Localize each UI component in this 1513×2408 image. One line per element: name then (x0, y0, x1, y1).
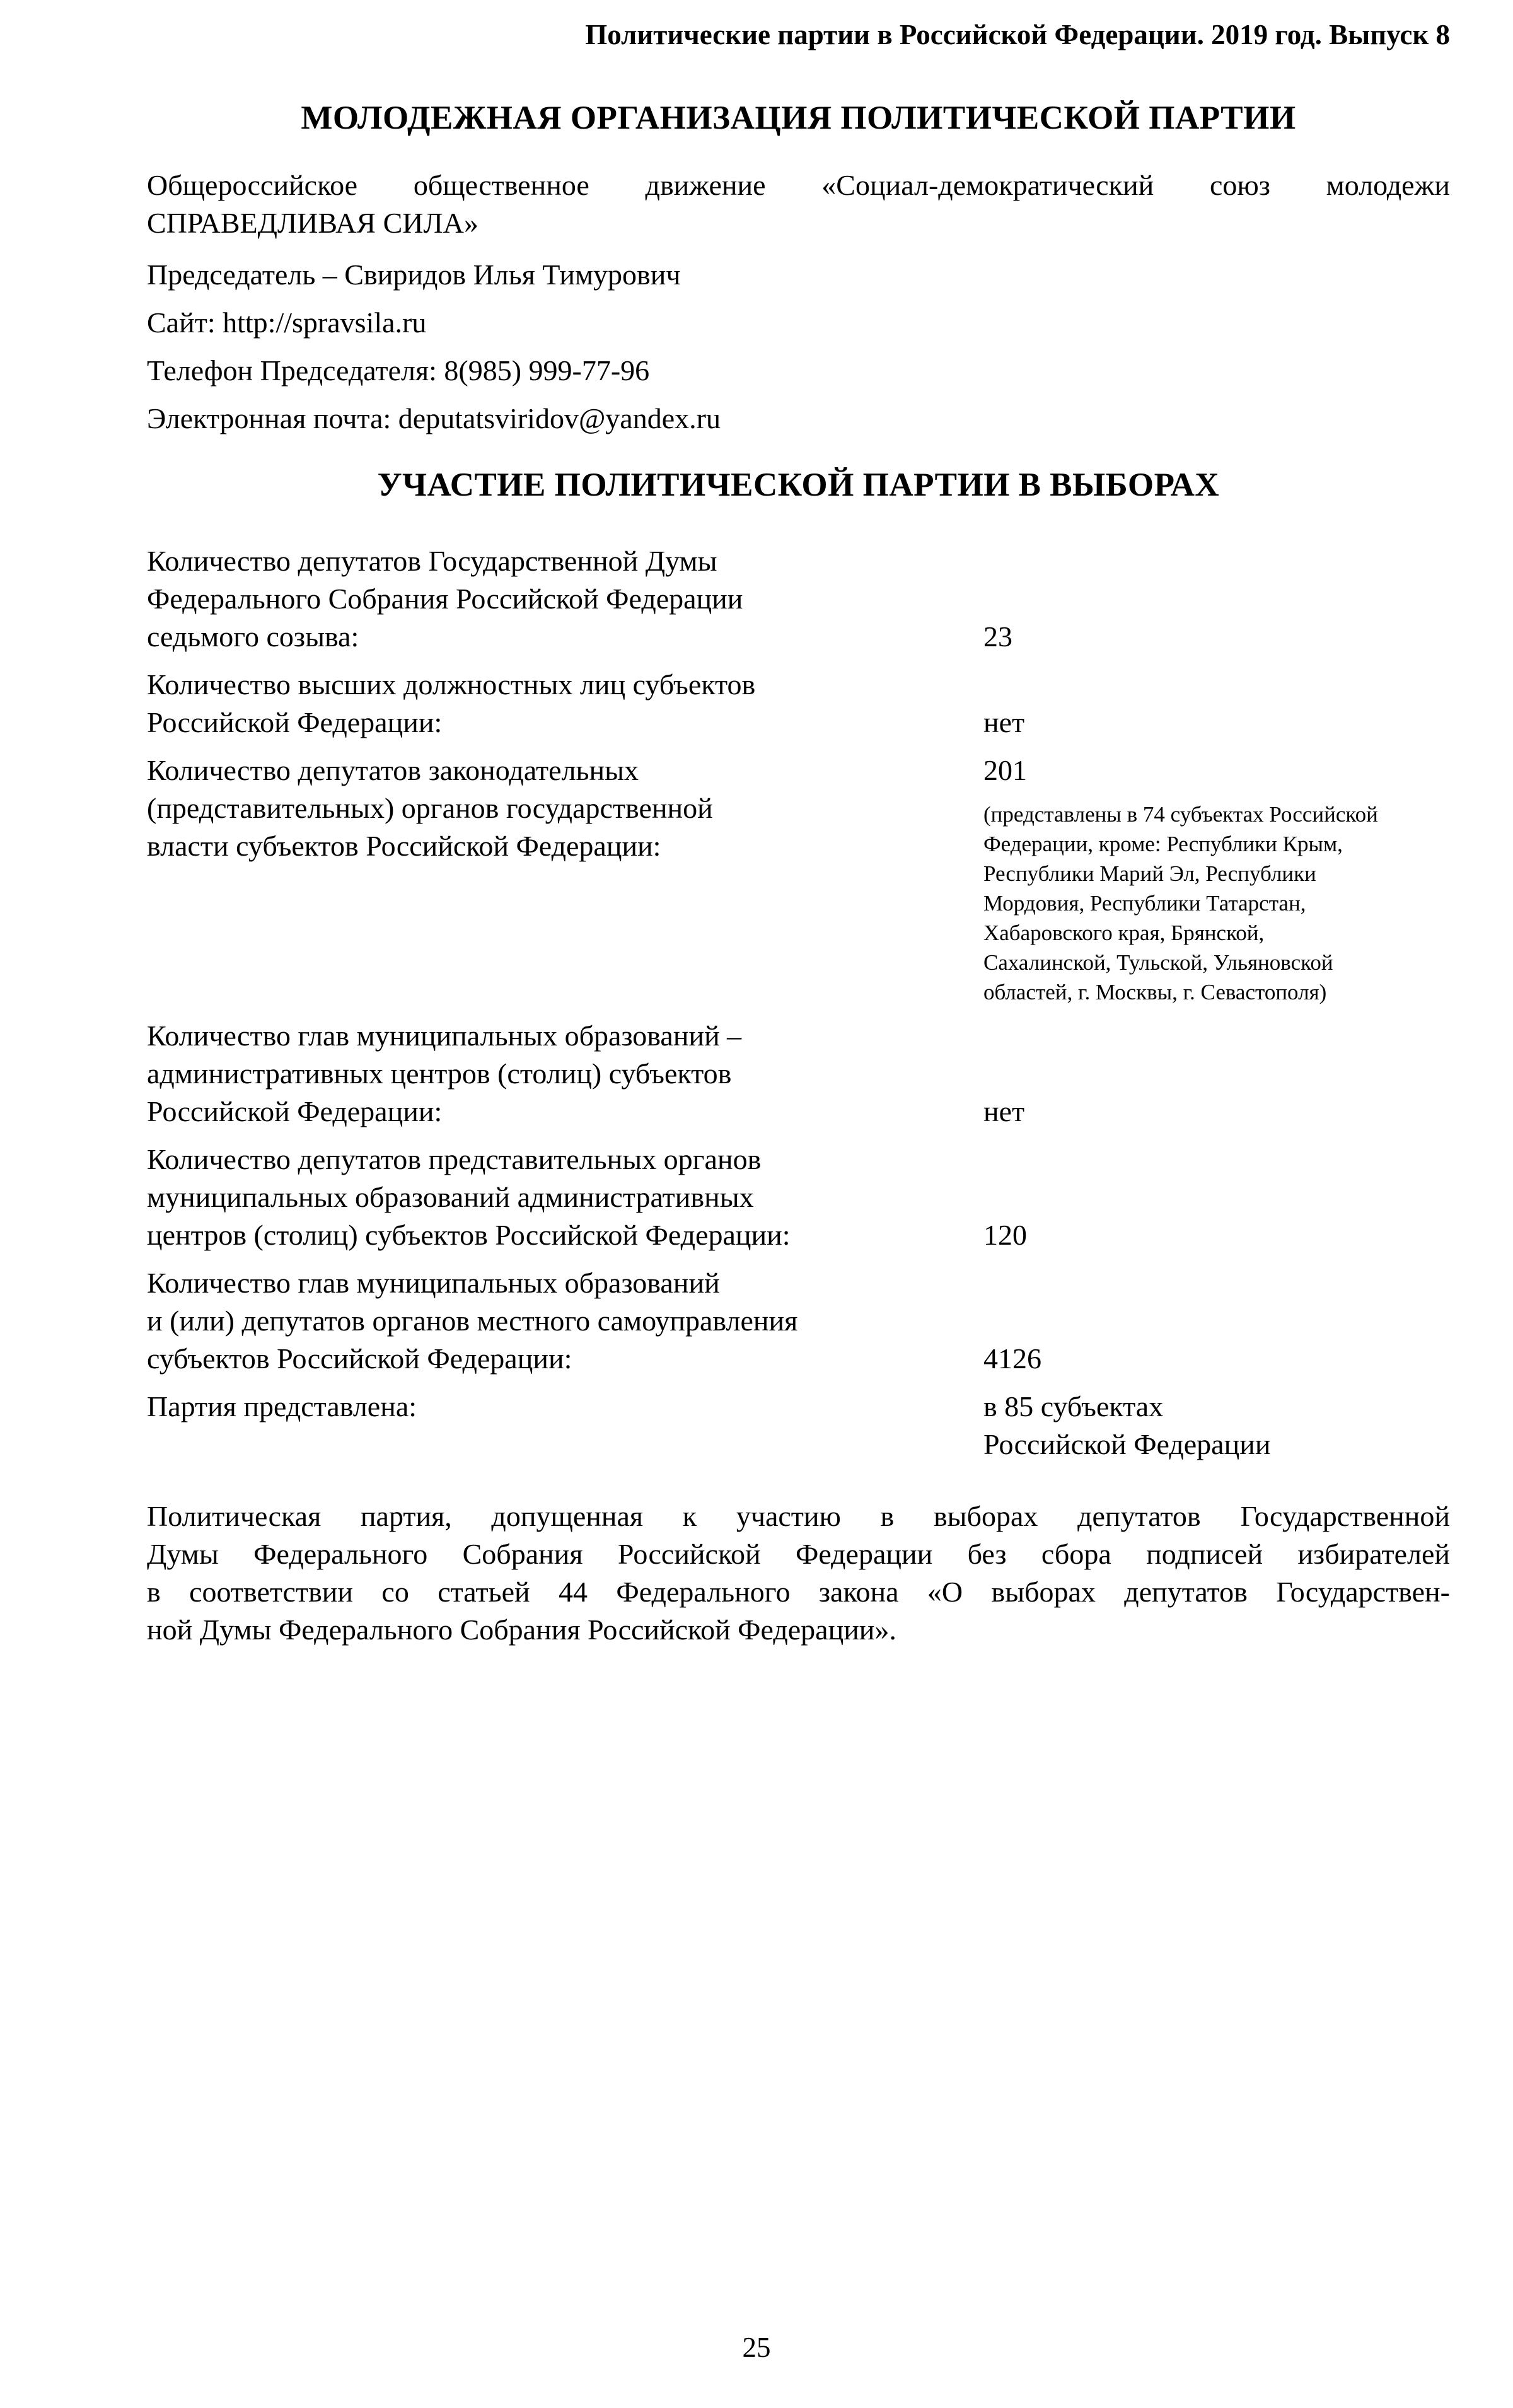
elections-section-title: УЧАСТИЕ ПОЛИТИЧЕСКОЙ ПАРТИИ В ВЫБОРАХ (377, 467, 1220, 503)
website-line: Сайт: http://spravsila.ru (147, 306, 427, 339)
row-label-line: Партия представлена: (147, 1390, 417, 1422)
paragraph-line: Думы Федерального Собрания Российской Федерации без сбора подписей избирателей (147, 1538, 1450, 1570)
row-label-line: субъектов Российской Федерации: (147, 1342, 572, 1375)
row-label (147, 1017, 983, 1131)
table-row (147, 752, 1450, 1007)
elections-stats-table (147, 542, 1450, 1463)
row-label-line: Российской Федерации: (147, 706, 443, 738)
row-label-line: Количество депутатов представительных органов (147, 1143, 762, 1175)
row-note-line: Федерации, кроме: Республики Крым, (983, 832, 1343, 856)
table-row (147, 1141, 1450, 1254)
table-row (147, 1264, 1450, 1378)
phone-line: Телефон Председателя: 8(985) 999-77-96 (147, 354, 650, 387)
row-label-line: и (или) депутатов органов местного самоуправления (147, 1305, 798, 1337)
row-label (147, 666, 983, 742)
row-label (147, 1141, 983, 1254)
row-value-cell (983, 752, 1450, 1007)
paragraph-line: в соответствии со статьей 44 Федерального закона «О выборах депутатов Государствен- (147, 1576, 1450, 1608)
row-label-line: административных центров (столиц) субъектов (147, 1057, 732, 1090)
row-value-cell (983, 1388, 1450, 1463)
row-value (983, 1093, 1450, 1131)
chairman-line: Председатель – Свиридов Илья Тимурович (147, 259, 681, 291)
row-value-cell (983, 1340, 1450, 1378)
row-note-line: областей, г. Москвы, г. Севастополя) (983, 980, 1327, 1004)
row-label-line: (представительных) органов государственной (147, 792, 713, 824)
row-value-line: Российской Федерации (983, 1428, 1271, 1460)
row-label (147, 752, 983, 865)
row-value-line: 120 (983, 1219, 1027, 1251)
movement-name-paragraph (147, 166, 1450, 242)
org-section-title: МОЛОДЕЖНАЯ ОРГАНИЗАЦИЯ ПОЛИТИЧЕСКОЙ ПАРТИИ (301, 100, 1296, 136)
row-value-line: нет (983, 706, 1025, 738)
row-value-cell (983, 1093, 1450, 1131)
row-value-cell (983, 618, 1450, 656)
table-row (147, 1388, 1450, 1463)
table-row (147, 542, 1450, 656)
row-label (147, 1264, 983, 1378)
row-note-line: Республики Марий Эл, Республики (983, 861, 1316, 886)
row-note-line: Мордовия, Республики Татарстан, (983, 891, 1306, 916)
table-row (147, 1017, 1450, 1131)
row-value-line: нет (983, 1095, 1025, 1127)
row-value (983, 1388, 1450, 1463)
row-note-line: (представлены в 74 субъектах Российской (983, 802, 1378, 827)
row-value-line: 4126 (983, 1342, 1041, 1375)
row-value-line: 201 (983, 754, 1027, 786)
row-value (983, 1340, 1450, 1378)
table-row (147, 666, 1450, 742)
running-header: Политические партии в Российской Федерации. 2019 год. Выпуск 8 (585, 19, 1450, 50)
row-label-line: Количество депутатов законодательных (147, 754, 639, 786)
page-number: 25 (742, 2332, 771, 2363)
row-label-line: Количество глав муниципальных образований – (147, 1020, 742, 1052)
row-value-cell (983, 1216, 1450, 1254)
row-value (983, 704, 1450, 742)
row-note-line: Хабаровского края, Брянской, (983, 921, 1265, 945)
row-label (147, 542, 983, 656)
row-label-line: Количество глав муниципальных образований (147, 1267, 720, 1299)
row-label-line: власти субъектов Российской Федерации: (147, 830, 661, 862)
row-label (147, 1388, 983, 1426)
row-value (983, 752, 1450, 789)
row-value (983, 1216, 1450, 1254)
row-note (983, 800, 1450, 1007)
email-line: Электронная почта: deputatsviridov@yandex.ru (147, 402, 721, 434)
row-value-line: 23 (983, 620, 1012, 653)
row-label-line: седьмого созыва: (147, 620, 359, 653)
paragraph-line: ной Думы Федерального Собрания Российской Федерации». (147, 1614, 896, 1646)
row-label-line: муниципальных образований административных (147, 1181, 754, 1213)
row-value-line: в 85 субъектах (983, 1390, 1164, 1422)
row-label-line: Российской Федерации: (147, 1095, 443, 1127)
row-note-line: Сахалинской, Тульской, Ульяновской (983, 950, 1333, 975)
paragraph-line: Общероссийское общественное движение «Социал-демократический союз молодежи (147, 169, 1450, 201)
row-label-line: Количество депутатов Государственной Думы (147, 545, 717, 577)
paragraph-line: Политическая партия, допущенная к участию в выборах депутатов Государственной (147, 1500, 1450, 1532)
row-value-cell (983, 704, 1450, 742)
closing-paragraph (147, 1498, 1450, 1649)
row-label-line: Федерального Собрания Российской Федерации (147, 583, 743, 615)
row-label-line: центров (столиц) субъектов Российской Федерации: (147, 1219, 791, 1251)
row-label-line: Количество высших должностных лиц субъектов (147, 668, 756, 701)
row-value (983, 618, 1450, 656)
paragraph-line: СПРАВЕДЛИВАЯ СИЛА» (147, 207, 478, 239)
